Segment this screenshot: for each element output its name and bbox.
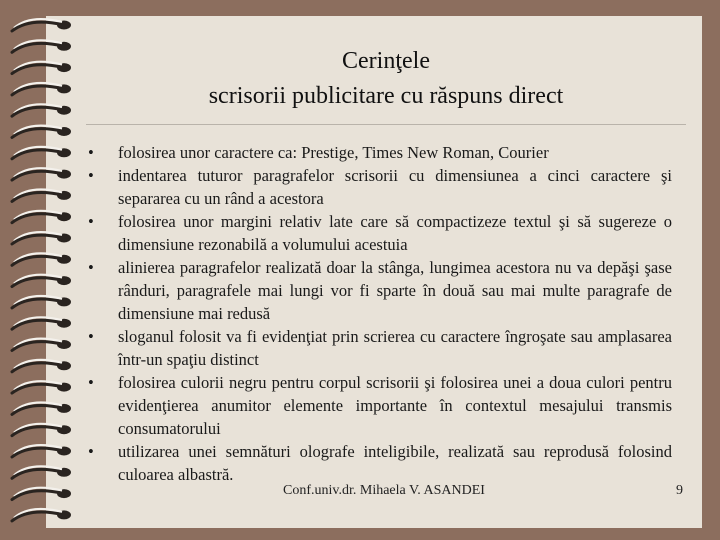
bullet-text: utilizarea unei semnături olografe inteligibile, realizată sau reprodusă folosind culoarea albastră.: [118, 442, 672, 484]
slide-title: [86, 44, 686, 114]
spiral-binding-ring-icon: [12, 445, 71, 457]
spiral-binding-ring-icon: [12, 189, 71, 201]
spiral-binding-ring-icon: [12, 317, 71, 329]
spiral-binding-ring-icon: [12, 147, 71, 159]
spiral-binding-ring-icon: [12, 126, 71, 138]
spiral-binding: [0, 0, 90, 540]
bullet-list: [88, 141, 672, 486]
footer-author: Conf.univ.dr. Mihaela V. ASANDEI: [283, 483, 485, 498]
spiral-binding-ring-icon: [12, 104, 71, 116]
spiral-binding-ring-icon: [12, 466, 71, 478]
bullet-icon: •: [88, 258, 94, 277]
bullet-text: alinierea paragrafelor realizată doar la stânga, lungimea acestora nu va depăşi şase rânduri, paragrafele mai lungi vor fi sparte în două sau mai multe paragrafe de dimensiune mai redusă: [118, 258, 672, 323]
bullet-text: folosirea culorii negru pentru corpul scrisorii şi folosirea unei a doua culori pentru evidenţierea anumitor elemente importante în contextul mesajului transmis consumatorului: [118, 373, 672, 438]
spiral-binding-ring-icon: [12, 381, 71, 393]
title-line-2: scrisorii publicitare cu răspuns direct: [208, 83, 564, 109]
spiral-binding-ring-icon: [12, 232, 71, 244]
spiral-binding-ring-icon: [12, 168, 71, 180]
page-number: 9: [676, 483, 683, 498]
spiral-binding-ring-icon: [12, 296, 71, 308]
bullet-icon: •: [88, 166, 94, 185]
bullet-icon: •: [88, 327, 94, 346]
spiral-binding-ring-icon: [12, 402, 71, 414]
bullet-icon: •: [88, 143, 94, 162]
bullet-icon: •: [88, 373, 94, 392]
spiral-binding-ring-icon: [12, 339, 71, 351]
bullet-text: folosirea unor margini relativ late care să compactizeze textul şi să sugereze o dimensiune rezonabilă a volumului acestuia: [118, 212, 672, 254]
spiral-binding-ring-icon: [12, 211, 71, 223]
title-divider: [86, 124, 686, 125]
title-line-1: Cerinţele: [342, 48, 430, 74]
spiral-binding-ring-icon: [12, 83, 71, 95]
bullet-icon: •: [88, 212, 94, 231]
spiral-binding-ring-icon: [12, 360, 71, 372]
spiral-binding-ring-icon: [12, 424, 71, 436]
bullet-text: folosirea unor caractere ca: Prestige, Times New Roman, Courier: [118, 143, 549, 162]
spiral-binding-ring-icon: [12, 253, 71, 265]
spiral-binding-ring-icon: [12, 488, 71, 500]
bullet-item: [88, 325, 672, 371]
bullet-item: [88, 256, 672, 325]
spiral-binding-ring-icon: [12, 275, 71, 287]
bullet-text: sloganul folosit va fi evidenţiat prin scrierea cu caractere îngroşate sau amplasarea într-un spaţiu distinct: [118, 327, 672, 369]
bullet-text: indentarea tuturor paragrafelor scrisorii cu dimensiunea a cinci caractere şi separarea cu un rând a acestora: [118, 166, 672, 208]
bullet-icon: •: [88, 442, 94, 461]
bullet-item: [88, 210, 672, 256]
spiral-binding-ring-icon: [12, 40, 71, 52]
spiral-binding-ring-icon: [12, 19, 71, 31]
spiral-binding-ring-icon: [12, 509, 71, 521]
bullet-item: [88, 371, 672, 440]
bullet-item: [88, 164, 672, 210]
spiral-binding-ring-icon: [12, 62, 71, 74]
bullet-item: [88, 440, 672, 486]
bullet-item: [88, 141, 672, 164]
